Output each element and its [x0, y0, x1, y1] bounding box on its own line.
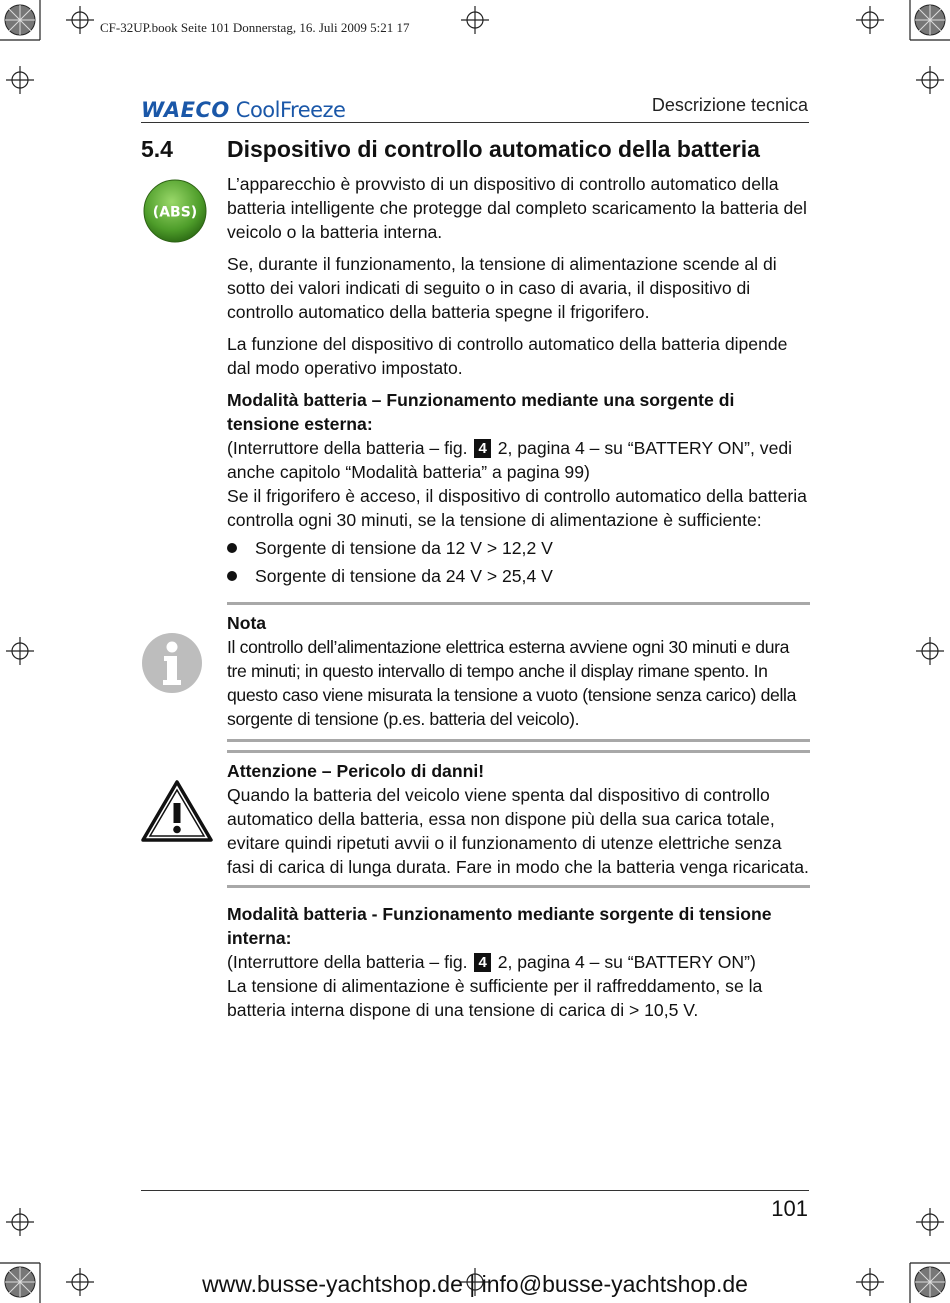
warning-title: Attenzione – Pericolo di danni!	[227, 761, 485, 781]
crosshair-mark-top-left-1	[66, 6, 94, 34]
mode-dependency-paragraph: La funzione del dispositivo di controllo automatico della batteria dipende dal modo operativo impostato.	[227, 334, 788, 378]
header-rule	[141, 122, 809, 123]
internal-mode-heading: Modalità batteria - Funzionamento mediante sorgente di tensione interna:	[227, 904, 772, 948]
bullet-icon	[227, 543, 237, 553]
internal-mode-reference	[227, 950, 810, 974]
warning-text: Quando la batteria del veicolo viene spenta dal dispositivo di controllo automatico della batteria, essa non dispone più della sua carica totale, evitare quindi ripetuti avvii o il funzionamento di utenze elettriche senza fasi di carica di lunga durata. Fare in modo che la batteria venga ricaricata.	[227, 785, 809, 877]
footer-email-link[interactable]: info@busse-yachtshop.de	[481, 1271, 748, 1297]
info-icon	[141, 632, 203, 694]
external-mode-block	[227, 388, 810, 588]
warning-block	[227, 759, 810, 879]
external-mode-heading: Modalità batteria – Funzionamento mediante una sorgente di tensione esterna:	[227, 390, 735, 434]
note-top-rule	[227, 602, 810, 605]
internal-mode-block	[227, 902, 810, 1022]
crosshair-mark-left-bottom	[6, 1208, 34, 1236]
internal-mode-text: La tensione di alimentazione è sufficiente per il raffreddamento, se la batteria interna dispone di una tensione di carica di > 10,5 V.	[227, 976, 763, 1020]
footer-rule	[141, 1190, 809, 1191]
crosshair-mark-left-top	[6, 66, 34, 94]
list-item: Sorgente di tensione da 24 V > 25,4 V	[227, 564, 810, 588]
internal-ref-before: (Interruttore della batteria – fig.	[227, 952, 468, 972]
footer-separator: |	[469, 1271, 476, 1297]
note-text: Il controllo dell’alimentazione elettrica esterna avviene ogni 30 minuti e dura tre minuti; in questo intervallo di tempo anche il display rimane spento. In questo caso viene misurata la tensione a vuoto (tensione senza carico) della sorgente di tensione (p.es. batteria del veicolo).	[227, 637, 797, 729]
external-ref-before: (Interruttore della batteria – fig.	[227, 438, 468, 458]
list-item: Sorgente di tensione da 12 V > 12,2 V	[227, 536, 810, 560]
external-mode-reference	[227, 436, 810, 484]
crosshair-mark-left-mid	[6, 637, 34, 665]
note-title: Nota	[227, 613, 267, 633]
crosshair-mark-right-bottom	[916, 1208, 944, 1236]
print-slug: CF-32UP.book Seite 101 Donnerstag, 16. Juli 2009 5:21 17	[100, 20, 410, 35]
note-bottom-rule	[227, 739, 810, 742]
crosshair-mark-right-top	[916, 66, 944, 94]
header-section-label: Descrizione tecnica	[651, 95, 808, 115]
crosshair-mark-top-center	[461, 6, 489, 34]
abs-badge-text: (ABS)	[152, 204, 198, 221]
figure-number-badge: 4	[474, 953, 490, 972]
external-ref-after: 2, pagina 4 – su “BATTERY ON”, vedi anche capitolo “Modalità batteria” a pagina 99)	[227, 438, 793, 482]
footer-website-link[interactable]: www.busse-yachtshop.de	[202, 1271, 463, 1297]
logo-brand: WAECO	[141, 98, 230, 122]
section-number: 5.4	[141, 136, 173, 162]
intro-paragraph: L’apparecchio è provvisto di un dispositivo di controllo automatico della batteria intelligente che protegge dal completo scaricamento la batteria del veicolo o la batteria interna.	[227, 174, 807, 242]
voltage-list	[227, 536, 810, 588]
main-content	[227, 172, 810, 1022]
page-number: 101	[771, 1196, 808, 1221]
warning-bottom-rule	[227, 885, 810, 888]
figure-number-badge: 4	[474, 439, 490, 458]
abs-badge-icon	[141, 178, 209, 244]
shutdown-paragraph: Se, durante il funzionamento, la tensione di alimentazione scende al di sotto dei valori indicati di seguito o in caso di avaria, il dispositivo di controllo automatico della batteria spegne il frigorifero.	[227, 254, 777, 322]
crosshair-mark-top-right-1	[856, 6, 884, 34]
external-mode-text: Se il frigorifero è acceso, il dispositivo di controllo automatico della batteria controlla ogni 30 minuti, se la tensione di alimentazione è sufficiente:	[227, 486, 807, 530]
waeco-coolfreeze-logo	[141, 98, 345, 124]
crosshair-mark-right-mid	[916, 637, 944, 665]
bullet-icon	[227, 571, 237, 581]
logo-product: CoolFreeze	[235, 98, 346, 122]
footer-contact	[0, 1271, 950, 1298]
starburst-mark-top-left	[5, 5, 35, 35]
warning-triangle-icon	[141, 779, 213, 843]
internal-ref-after: 2, pagina 4 – su “BATTERY ON”)	[497, 952, 756, 972]
section-title: Dispositivo di controllo automatico della batteria	[227, 136, 760, 162]
warning-top-rule	[227, 750, 810, 753]
note-block	[227, 611, 810, 731]
starburst-mark-top-right	[915, 5, 945, 35]
